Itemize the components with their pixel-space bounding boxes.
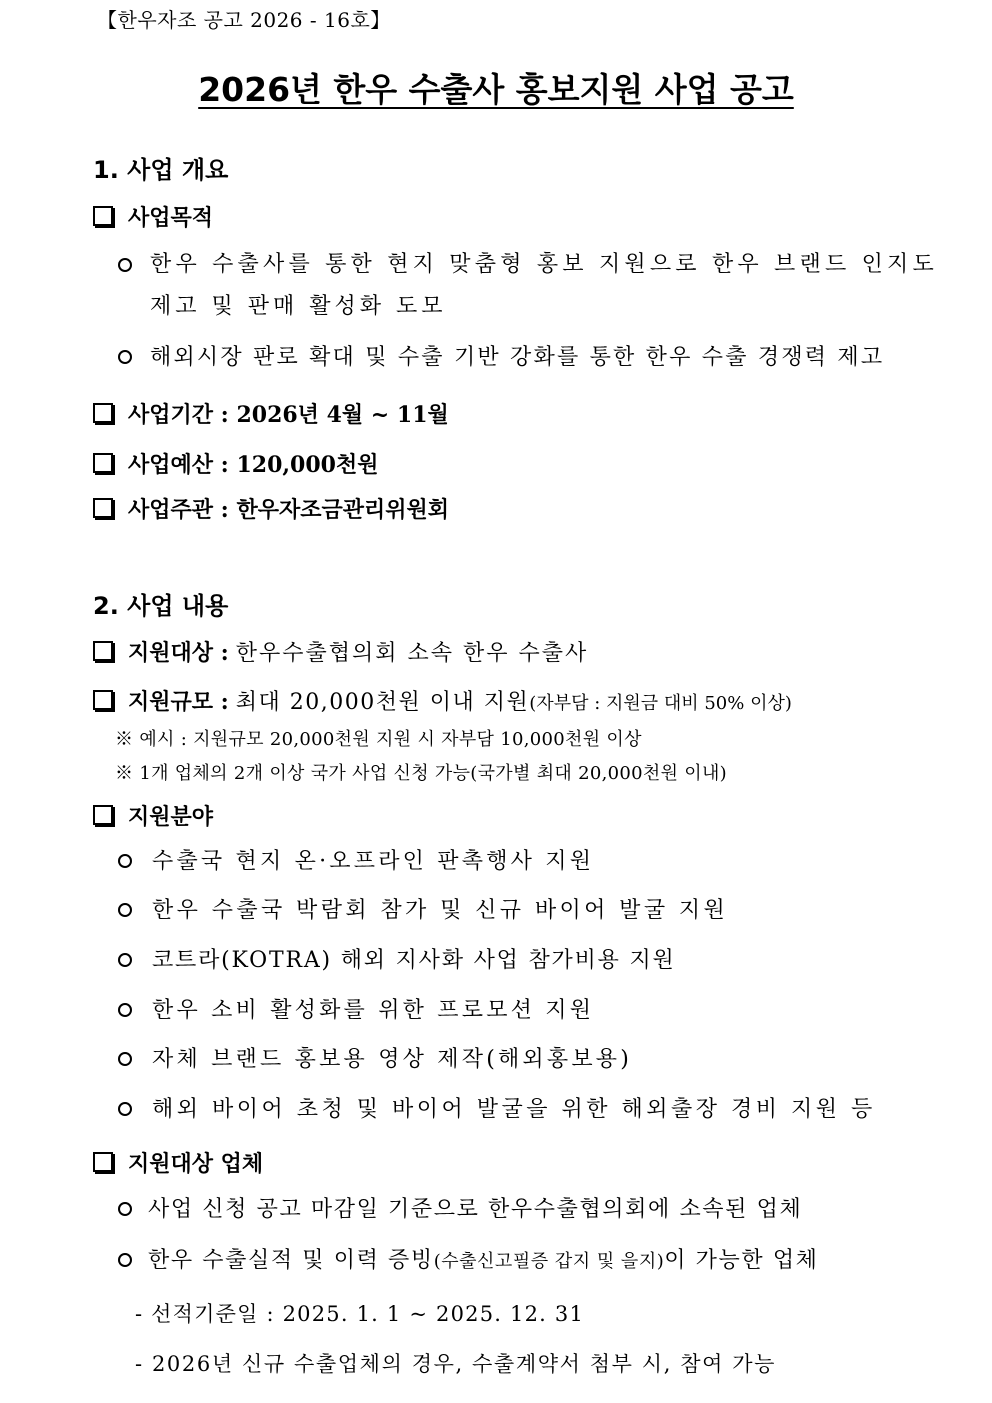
field-item-4: 한우 소비 활성화를 위한 프로모션 지원 <box>152 998 595 1023</box>
checkbox-square-icon <box>93 641 113 661</box>
circle-bullet-icon <box>118 1202 132 1216</box>
circle-bullet-icon <box>118 1102 132 1116</box>
period-label: 사업기간 : 2026년 4월 ~ 11월 <box>128 402 449 428</box>
checkbox-square-icon <box>93 1152 113 1172</box>
shipping-date-criteria: - 선적기준일 : 2025. 1. 1 ~ 2025. 12. 31 <box>135 1302 585 1326</box>
circle-bullet-icon <box>118 903 132 917</box>
checkbox-square-icon <box>93 498 113 518</box>
eligible-item-2: 한우 수출실적 및 이력 증빙(수출신고필증 갑지 및 을지)이 가능한 업체 <box>148 1248 819 1273</box>
circle-bullet-icon <box>118 350 132 364</box>
budget-label: 사업예산 : 120,000천원 <box>128 452 379 478</box>
organizer-label: 사업주관 : 한우자조금관리위원회 <box>128 497 449 523</box>
section-heading-overview: 1. 사업 개요 <box>93 156 229 184</box>
scale-note-1: ※ 예시 : 지원규모 20,000천원 지원 시 자부담 10,000천원 이상 <box>115 729 642 750</box>
support-scale: 지원규모 : 최대 20,000천원 이내 지원(자부담 : 지원금 대비 50% 이상) <box>128 689 792 715</box>
circle-bullet-icon <box>118 1003 132 1017</box>
circle-bullet-icon <box>118 854 132 868</box>
field-item-1: 수출국 현지 온·오프라인 판촉행사 지원 <box>152 849 595 874</box>
circle-bullet-icon <box>118 1052 132 1066</box>
field-item-6: 해외 바이어 초청 및 바이어 발굴을 위한 해외출장 경비 지원 등 <box>152 1097 876 1122</box>
checkbox-square-icon <box>93 206 113 226</box>
checkbox-square-icon <box>93 690 113 710</box>
purpose-item-2: 해외시장 판로 확대 및 수출 기반 강화를 통한 한우 수출 경쟁력 제고 <box>150 345 885 370</box>
eligible-label: 지원대상 업체 <box>128 1151 264 1177</box>
notice-reference: 【한우자조 공고 2026 - 16호】 <box>97 8 391 32</box>
field-item-5: 자체 브랜드 홍보용 영상 제작(해외홍보용) <box>152 1047 633 1072</box>
field-item-3: 코트라(KOTRA) 해외 지사화 사업 참가비용 지원 <box>152 948 676 973</box>
circle-bullet-icon <box>118 953 132 967</box>
checkbox-square-icon <box>93 453 113 473</box>
fields-label: 지원분야 <box>128 804 214 830</box>
purpose-item-1-line-1: 한우 수출사를 통한 현지 맞춤형 홍보 지원으로 한우 브랜드 인지도 <box>150 252 938 277</box>
checkbox-square-icon <box>93 805 113 825</box>
page-title: 2026년 한우 수출사 홍보지원 사업 공고 <box>198 70 794 109</box>
field-item-2: 한우 수출국 박람회 참가 및 신규 바이어 발굴 지원 <box>152 898 729 923</box>
purpose-item-1-line-2: 제고 및 판매 활성화 도모 <box>150 294 447 319</box>
section-heading-content: 2. 사업 내용 <box>93 592 229 620</box>
purpose-label: 사업목적 <box>128 205 214 231</box>
checkbox-square-icon <box>93 403 113 423</box>
scale-note-2: ※ 1개 업체의 2개 이상 국가 사업 신청 가능(국가별 최대 20,000천원 이내) <box>115 763 727 784</box>
new-exporter-note: - 2026년 신규 수출업체의 경우, 수출계약서 첨부 시, 참여 가능 <box>135 1352 777 1376</box>
eligible-item-1: 사업 신청 공고 마감일 기준으로 한우수출협의회에 소속된 업체 <box>148 1197 803 1222</box>
support-target: 지원대상 : 한우수출협의회 소속 한우 수출사 <box>128 640 589 666</box>
circle-bullet-icon <box>118 1253 132 1267</box>
circle-bullet-icon <box>118 258 132 272</box>
